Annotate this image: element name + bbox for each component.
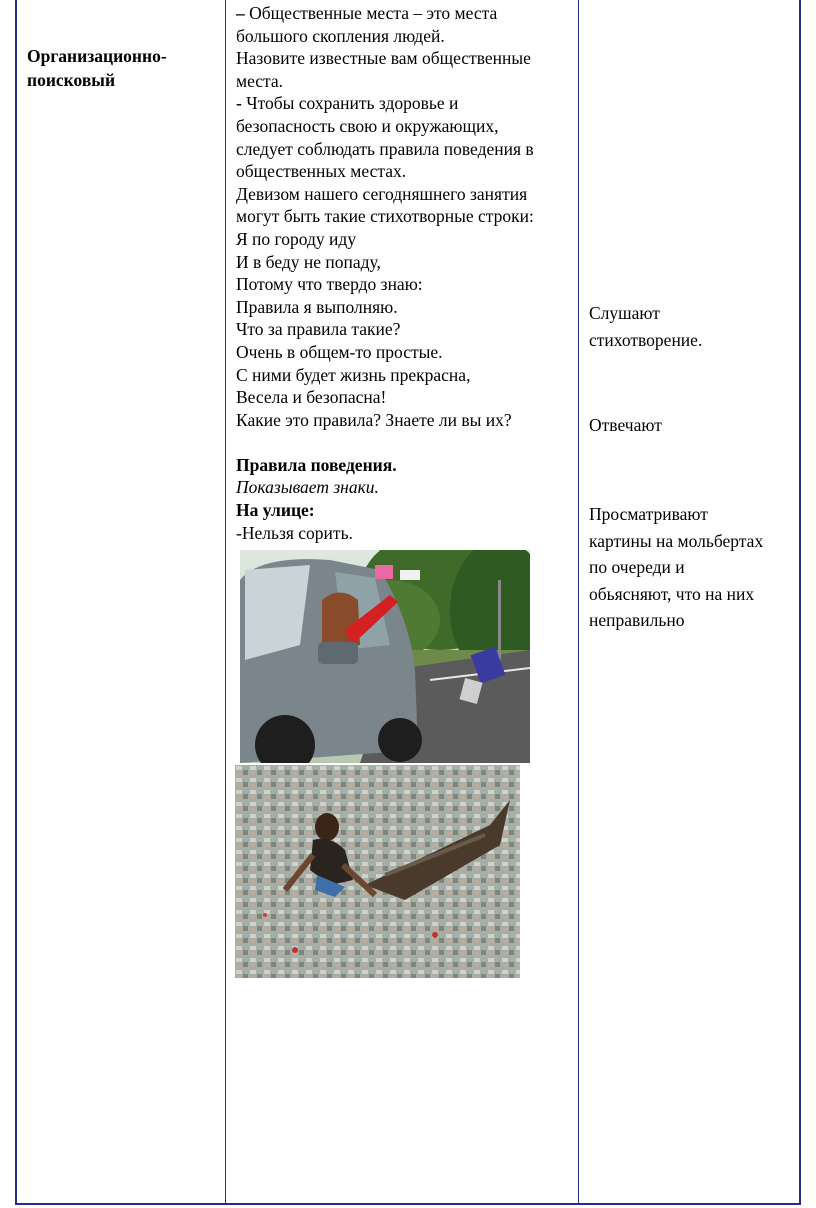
- teacher-line: Весела и безопасна!: [236, 387, 387, 408]
- teacher-line: -Нельзя сорить.: [236, 522, 353, 543]
- stage-cell: [27, 44, 227, 92]
- teacher-line: На улице:: [236, 500, 315, 521]
- teacher-line: Показывает знаки.: [236, 477, 379, 498]
- pupil-view: [589, 501, 763, 634]
- teacher-line: места.: [236, 70, 284, 91]
- teacher-line: Назовите известные вам общественные: [236, 48, 531, 69]
- pupil-line: неправильно: [589, 610, 685, 630]
- teacher-line: Я по городу иду: [236, 228, 357, 249]
- teacher-line: Девизом нашего сегодняшнего занятия: [236, 183, 528, 204]
- teacher-line: [236, 431, 586, 454]
- teacher-line: Очень в общем-то простые.: [236, 341, 443, 362]
- pupil-line: Отвечают: [589, 415, 662, 435]
- teacher-line: - Чтобы сохранить здоровье и: [236, 93, 459, 114]
- teacher-line: Что за правила такие?: [236, 319, 401, 340]
- stage-line: Организационно-: [27, 46, 167, 66]
- pupil-line: Просматривают: [589, 504, 708, 524]
- pupil-line: стихотворение.: [589, 329, 703, 350]
- girl-throwing-litter-from-car-photo: [240, 550, 530, 763]
- pupil-line: Слушают: [589, 303, 660, 323]
- teacher-line: – Общественные места – это места: [236, 3, 498, 23]
- teacher-line: Какие это правила? Знаете ли вы их?: [236, 409, 512, 430]
- teacher-line: большого скопления людей.: [236, 25, 445, 46]
- teacher-line: следует соблюдать правила поведения в: [236, 138, 534, 159]
- teacher-line: Правила поведения.: [236, 454, 397, 475]
- teacher-line: Потому что твердо знаю:: [236, 274, 423, 295]
- pupil-line: обьясняют, что на них: [589, 583, 755, 604]
- boy-in-polluted-river-photo: [235, 765, 520, 978]
- teacher-line: С ними будет жизнь прекрасна,: [236, 364, 471, 385]
- teacher-activity-cell: [236, 2, 586, 544]
- column-divider: [225, 0, 226, 1203]
- teacher-line: Правила я выполняю.: [236, 296, 398, 317]
- stage-line: поисковый: [27, 70, 116, 90]
- pupil-line: по очереди и: [589, 557, 685, 577]
- teacher-line: общественных местах.: [236, 161, 407, 182]
- pupil-line: картины на мольбертах: [589, 530, 764, 551]
- teacher-line: И в беду не попаду,: [236, 251, 381, 272]
- teacher-line: могут быть такие стихотворные строки:: [236, 206, 534, 227]
- teacher-line: безопасность свою и окружающих,: [236, 115, 499, 136]
- pupil-listen: [589, 302, 702, 351]
- pupil-answer: [589, 414, 662, 437]
